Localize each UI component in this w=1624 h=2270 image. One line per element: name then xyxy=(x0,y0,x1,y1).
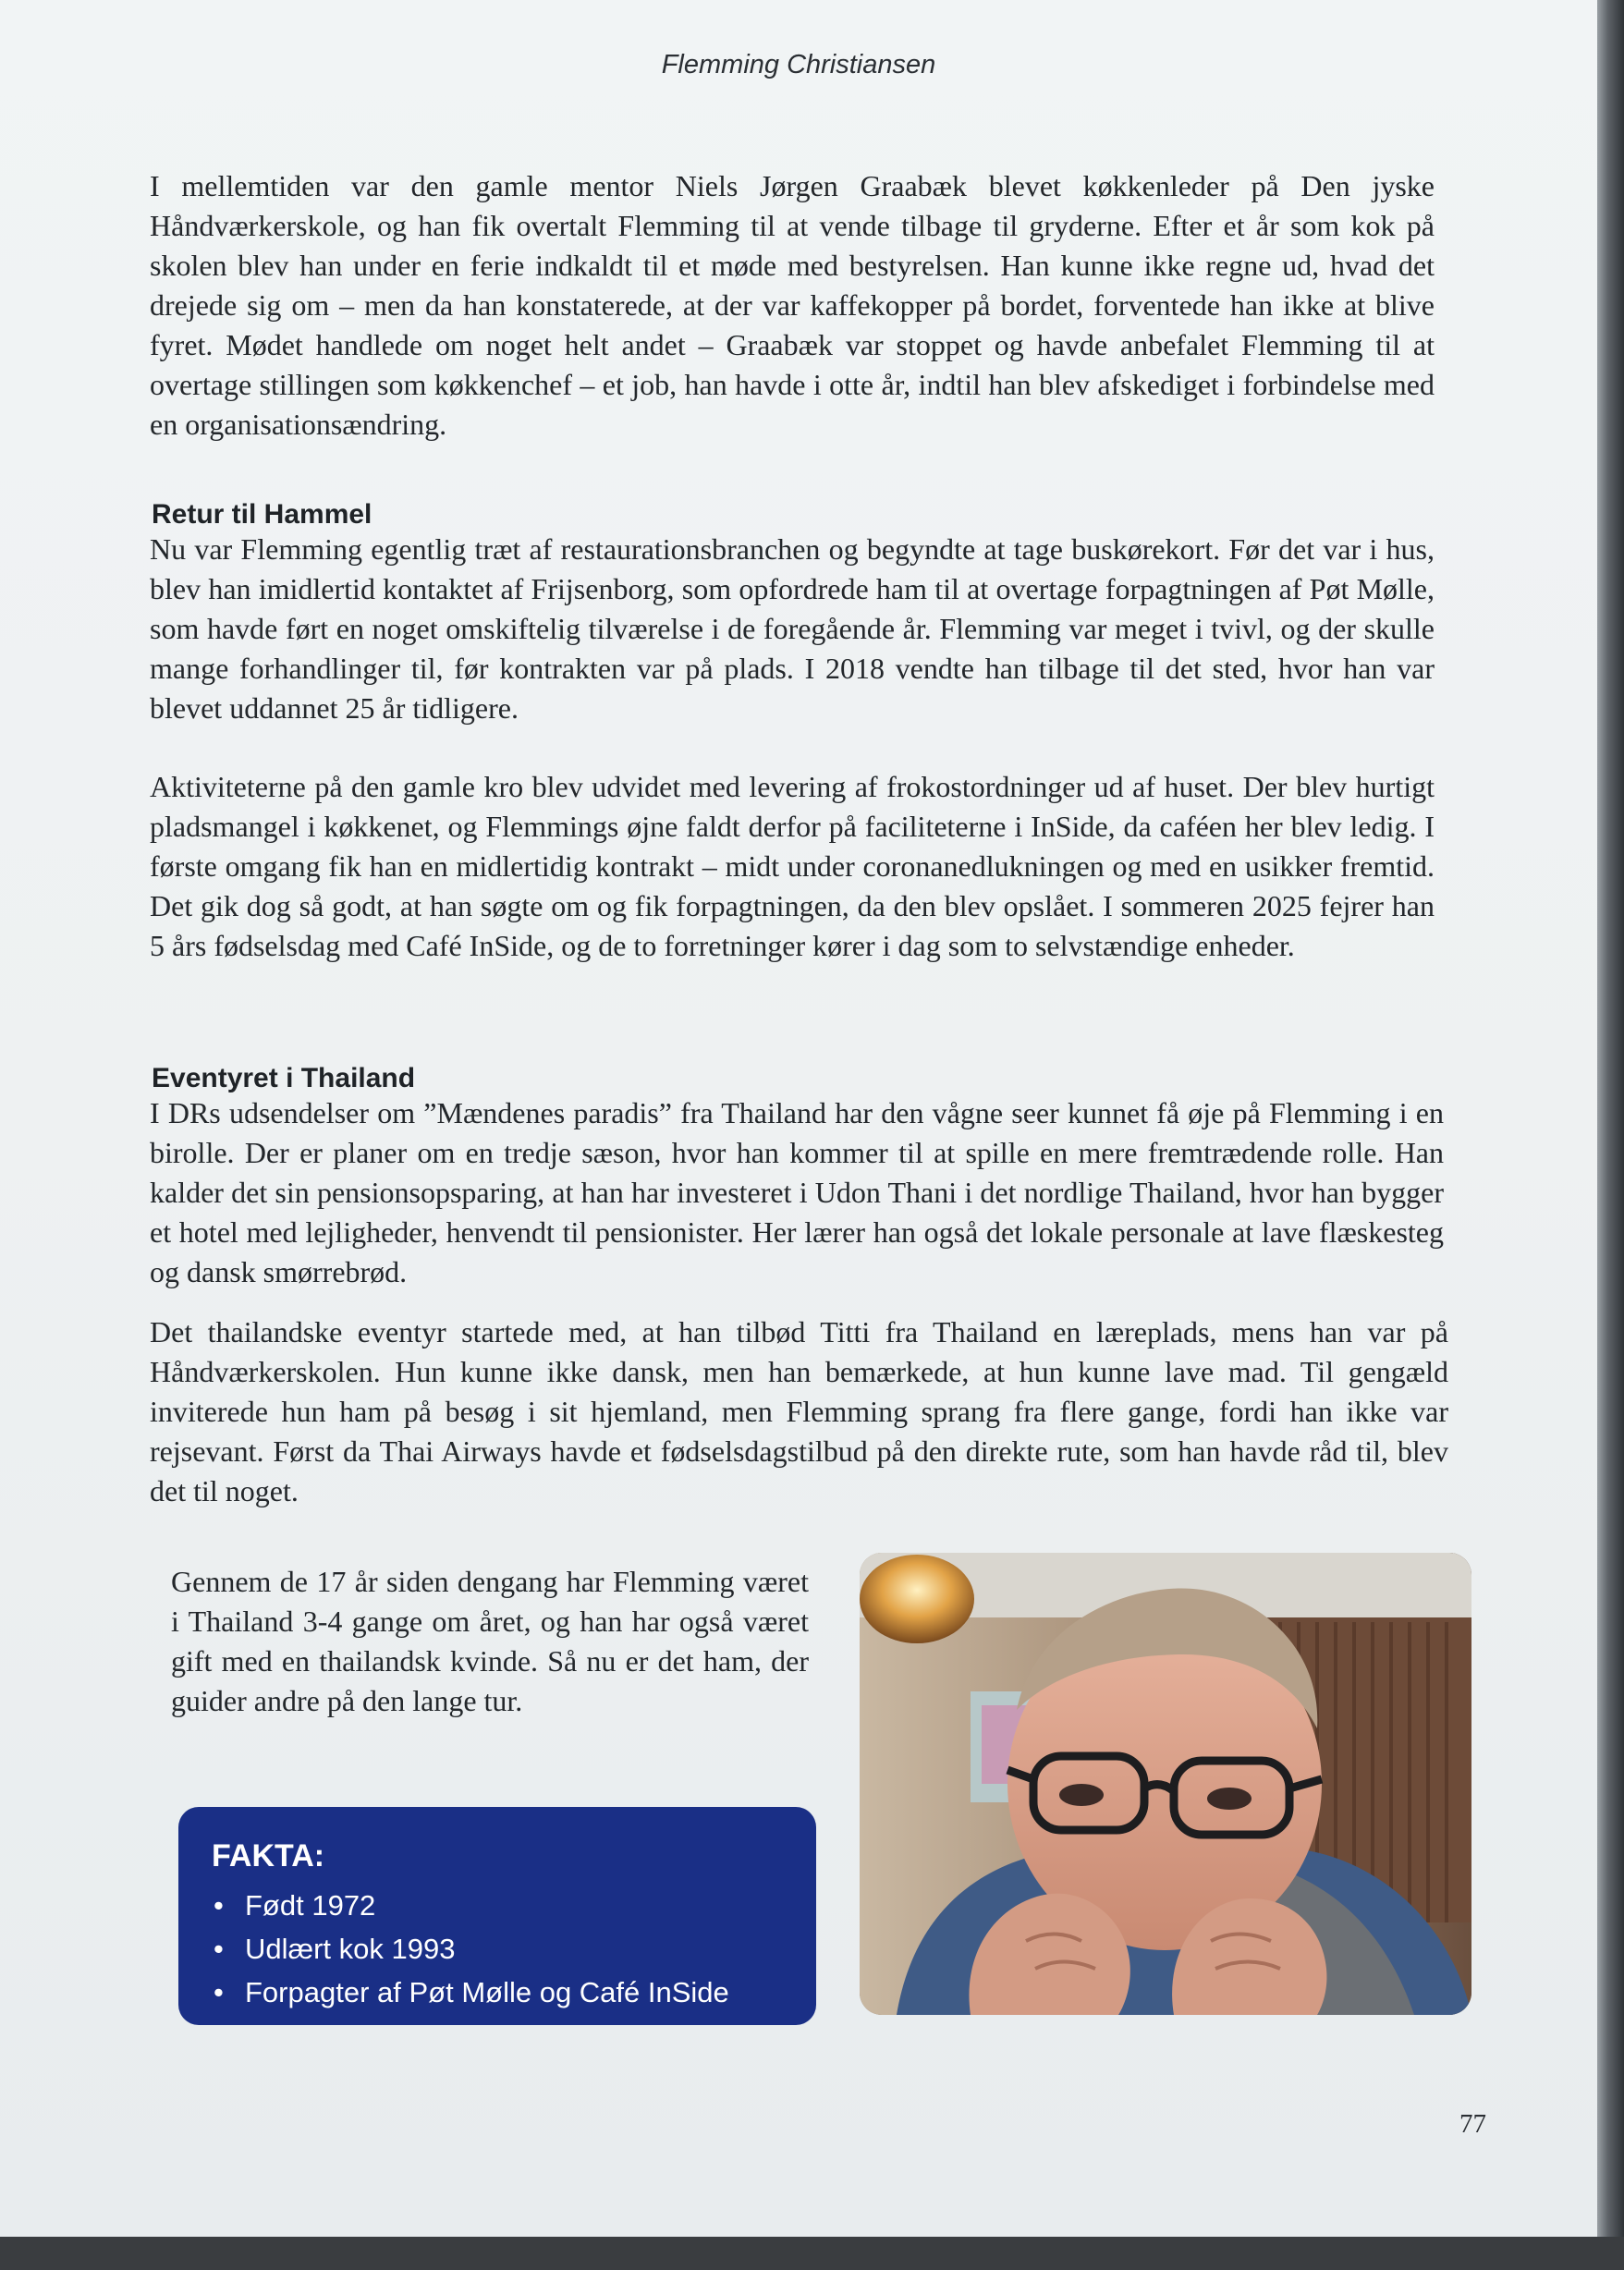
paragraph-retur-2: Aktiviteterne på den gamle kro blev udvidet med levering af frokostordninger ud af huset. Der blev hurtigt pladsmangel i køkkenet, og Flemmings øjne faldt derfor på faciliteterne i InSide, da caféen her blev ledig. I første omgang fik han en midlertidig kontrakt – midt under coronanedlukningen og med en usikker fremtid. Det gik dog så godt, at han søgte om og fik forpagtningen, da den blev opslået. I sommeren 2025 fejrer han 5 års fødselsdag med Café InSide, og de to forretninger kører i dag som to selvstændige enheder. xyxy=(150,770,1435,962)
paragraph-thailand-1: I DRs udsendelser om ”Mændenes paradis” fra Thailand har den vågne seer kunnet få øje på Flemming i en birolle. Der er planer om en tredje sæson, hvor han kommer til at spille en mere fremtrædende rolle. Han kalder det sin pensionsopsparing, at han har investeret i Udon Thani i det nordlige Thailand, hvor han bygger et hotel med lejligheder, henvendt til pensionister. Her lærer han også det lokale personale at lave flæskesteg og dansk smørrebrød. xyxy=(150,1096,1444,1288)
bullet-icon: • xyxy=(214,1976,224,2008)
bullet-icon: • xyxy=(214,1933,224,1965)
paragraph-thailand-3: Gennem de 17 år siden dengang har Flemming været i Thailand 3-4 gange om året, og han har også været gift med en thailandsk kvinde. Så nu er det ham, der guider andre på den lange tur. xyxy=(171,1565,809,1717)
paragraph-intro: I mellemtiden var den gamle mentor Niels Jørgen Graabæk blevet køkkenleder på Den jyske Håndværkerskole, og han fik overtalt Flemming til at vende tilbage til gryderne. Efter et år som kok på skolen blev han under en ferie indkaldt til et møde med bestyrelsen. Han kunne ikke regne ud, hvad det drejede sig om – men da han konstaterede, at der var kaffekopper på bordet, forventede han ikke at blive fyret. Mødet handlede om noget helt andet – Graabæk var stoppet og havde anbefalet Flemming til at overtage stillingen som køkkenchef – et job, han havde i otte år, indtil han blev afskediget i forbindelse med en organisationsændring. xyxy=(150,169,1435,441)
facts-box xyxy=(178,1807,816,2025)
paragraph-thailand-2: Det thailandske eventyr startede med, at han tilbød Titti fra Thailand en læreplads, mens han var på Håndværkerskolen. Hun kunne ikke dansk, men han bemærkede, at hun kunne lave mad. Til gengæld inviterede hun ham på besøg i sit hjemland, men Flemming sprang fra flere gange, fordi han ikke var rejsevant. Først da Thai Airways havde et fødselsdagstilbud på den direkte rute, som han havde råd til, blev det til noget. xyxy=(150,1315,1448,1507)
facts-item xyxy=(212,1971,788,2014)
portrait-photo-illustration xyxy=(860,1553,1471,2015)
page-number: 77 xyxy=(1459,2109,1486,2139)
bullet-icon: • xyxy=(214,1889,224,1922)
paragraph-retur-1: Nu var Flemming egentlig træt af restaurationsbranchen og begyndte at tage buskørekort. Før det var i hus, blev han imidlertid kontaktet af Frijsenborg, som opfordrede ham til at overtage forpagtningen af Pøt Mølle, som havde ført en noget omskiftelig tilværelse i de foregående år. Flemming var meget i tvivl, og der skulle mange forhandlinger til, før kontrakten var på plads. I 2018 vendte han tilbage til det sted, hvor han var blevet uddannet 25 år tidligere. xyxy=(150,532,1435,725)
facts-item-text: Forpagter af Pøt Mølle og Café InSide xyxy=(245,1976,729,2008)
heading-eventyret-i-thailand: Eventyret i Thailand xyxy=(152,1063,416,1093)
facts-list xyxy=(212,1884,788,2014)
page-bottom-shadow xyxy=(0,2237,1624,2270)
facts-item xyxy=(212,1927,788,1971)
facts-item xyxy=(212,1884,788,1927)
facts-title: FAKTA: xyxy=(212,1838,325,1873)
page-edge xyxy=(1597,0,1624,2270)
running-head: Flemming Christiansen xyxy=(661,50,936,79)
facts-item-text: Udlært kok 1993 xyxy=(245,1933,456,1965)
heading-retur-til-hammel: Retur til Hammel xyxy=(152,499,372,530)
facts-item-text: Født 1972 xyxy=(245,1889,376,1922)
portrait-photo xyxy=(860,1553,1471,2015)
